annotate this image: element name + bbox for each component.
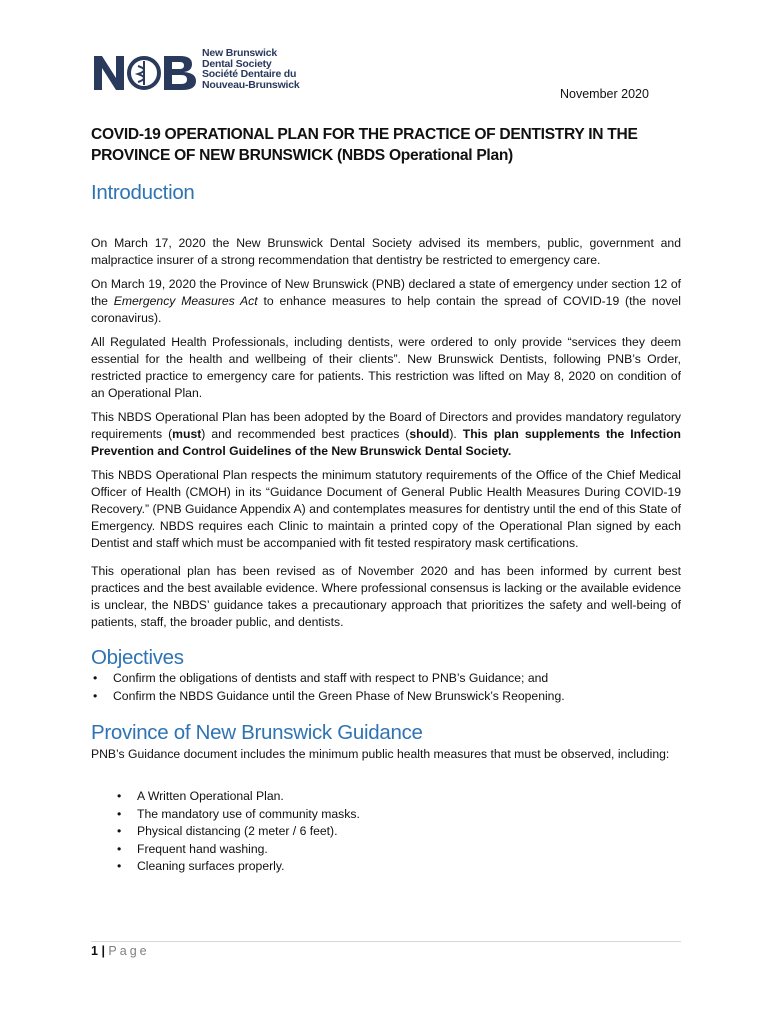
list-item-text: Cleaning surfaces properly. — [137, 859, 285, 873]
bullet-icon: • — [117, 859, 122, 873]
should-keyword: should — [409, 427, 450, 441]
objectives-list — [93, 670, 565, 705]
document-date: November 2020 — [560, 87, 649, 101]
list-item-text: Frequent hand washing. — [137, 841, 268, 856]
objectives-heading: Objectives — [91, 646, 184, 669]
list-item — [117, 788, 360, 806]
intro-paragraph-4 — [91, 409, 681, 460]
intro-paragraph-6: This operational plan has been revised as of November 2020 and has been informed by current best practices and the best available evidence. Where professional consensus is lacking or the available evidence is unclear, the NBDS’ guidance takes a precautionary approach that prioritizes the safety and well-being of patients, staff, the broader public, and dentists. — [91, 564, 681, 629]
guidance-measures-list — [117, 788, 360, 876]
list-item-text: A Written Operational Plan. — [137, 789, 284, 803]
text-run: ) and recommended best practices ( — [201, 427, 410, 441]
text-run: On March 19, 2020 the Province of New Brunswick (PNB) declared a state of emergency under section 12 of the — [91, 277, 681, 308]
list-item — [93, 670, 565, 688]
logo-line: New Brunswick — [202, 47, 278, 59]
list-item — [117, 823, 360, 841]
list-item — [93, 688, 565, 706]
page-footer — [91, 944, 150, 958]
list-item-text: The mandatory use of community masks. — [137, 806, 360, 821]
footer-divider — [91, 941, 681, 942]
intro-paragraph-2 — [91, 276, 681, 327]
logo-wordmark — [202, 48, 300, 90]
text-run: This NBDS Operational Plan has been adopted by the Board of Directors and provides mandatory regulatory requirements ( — [91, 410, 681, 441]
logo-line: Dental Society — [202, 57, 272, 70]
document-title: COVID-19 OPERATIONAL PLAN FOR THE PRACTICE OF DENTISTRY IN THE PROVINCE OF NEW BRUNSWICK (NBDS Operational Plan) — [91, 126, 638, 164]
must-keyword: must — [172, 427, 202, 441]
introduction-heading: Introduction — [91, 181, 195, 204]
logo-line: Nouveau-Brunswick — [202, 78, 300, 91]
list-item-text: Confirm the obligations of dentists and staff with respect to PNB’s Guidance; and — [113, 671, 549, 685]
nbds-logo-mark-icon — [92, 52, 198, 92]
supplement-statement: This plan supplements the Infection Prevention and Control Guidelines of the New Brunswick Dental Society. — [91, 427, 682, 458]
bullet-icon: • — [117, 824, 122, 838]
list-item-text: Confirm the NBDS Guidance until the Green Phase of New Brunswick’s Reopening. — [113, 688, 565, 703]
page-label: Page — [108, 944, 150, 958]
intro-paragraph-3: All Regulated Health Professionals, including dentists, were ordered to only provide “services they deem essential for the health and wellbeing of their clients”. New Brunswick Dentists, following PNB’s Order, restricted practice to emergency care for patients. This restriction was lifted on May 8, 2020 on condition of an Operational Plan. — [91, 335, 681, 400]
province-guidance-lead: PNB’s Guidance document includes the minimum public health measures that must be observed, including: — [91, 747, 670, 761]
list-item-text: Physical distancing (2 meter / 6 feet). — [137, 824, 338, 838]
list-item — [117, 806, 360, 824]
text-run: to enhance measures to help contain the spread of COVID-19 (the novel coronavirus). — [91, 294, 681, 325]
list-item — [117, 858, 360, 876]
bullet-icon: • — [93, 688, 98, 703]
province-guidance-heading: Province of New Brunswick Guidance — [91, 721, 423, 744]
footer-separator: | — [101, 944, 105, 958]
intro-paragraph-5: This NBDS Operational Plan respects the minimum statutory requirements of the Office of the Chief Medical Officer of Health (CMOH) in its “Guidance Document of General Public Health Measures During COVID-19 Recovery.” (PNB Guidance Appendix A) and contemplates measures for dentistry until the end of this State of Emergency. NBDS requires each Clinic to maintain a printed copy of the Operational Plan signed by each Dentist and staff which must be accompanied with fit tested respiratory mask certifications. — [91, 468, 681, 550]
text-run: ). — [449, 427, 463, 441]
bullet-icon: • — [117, 789, 122, 803]
bullet-icon: • — [117, 841, 122, 856]
page-number: 1 — [91, 944, 98, 958]
bullet-icon: • — [117, 806, 122, 821]
logo-line: Société Dentaire du — [202, 68, 297, 80]
list-item — [117, 841, 360, 859]
bullet-icon: • — [93, 671, 98, 685]
intro-paragraph-1: On March 17, 2020 the New Brunswick Dental Society advised its members, public, government and malpractice insurer of a strong recommendation that dentistry be restricted to emergency care. — [91, 236, 681, 267]
nbds-logo — [92, 48, 302, 94]
act-name: Emergency Measures Act — [113, 294, 258, 308]
